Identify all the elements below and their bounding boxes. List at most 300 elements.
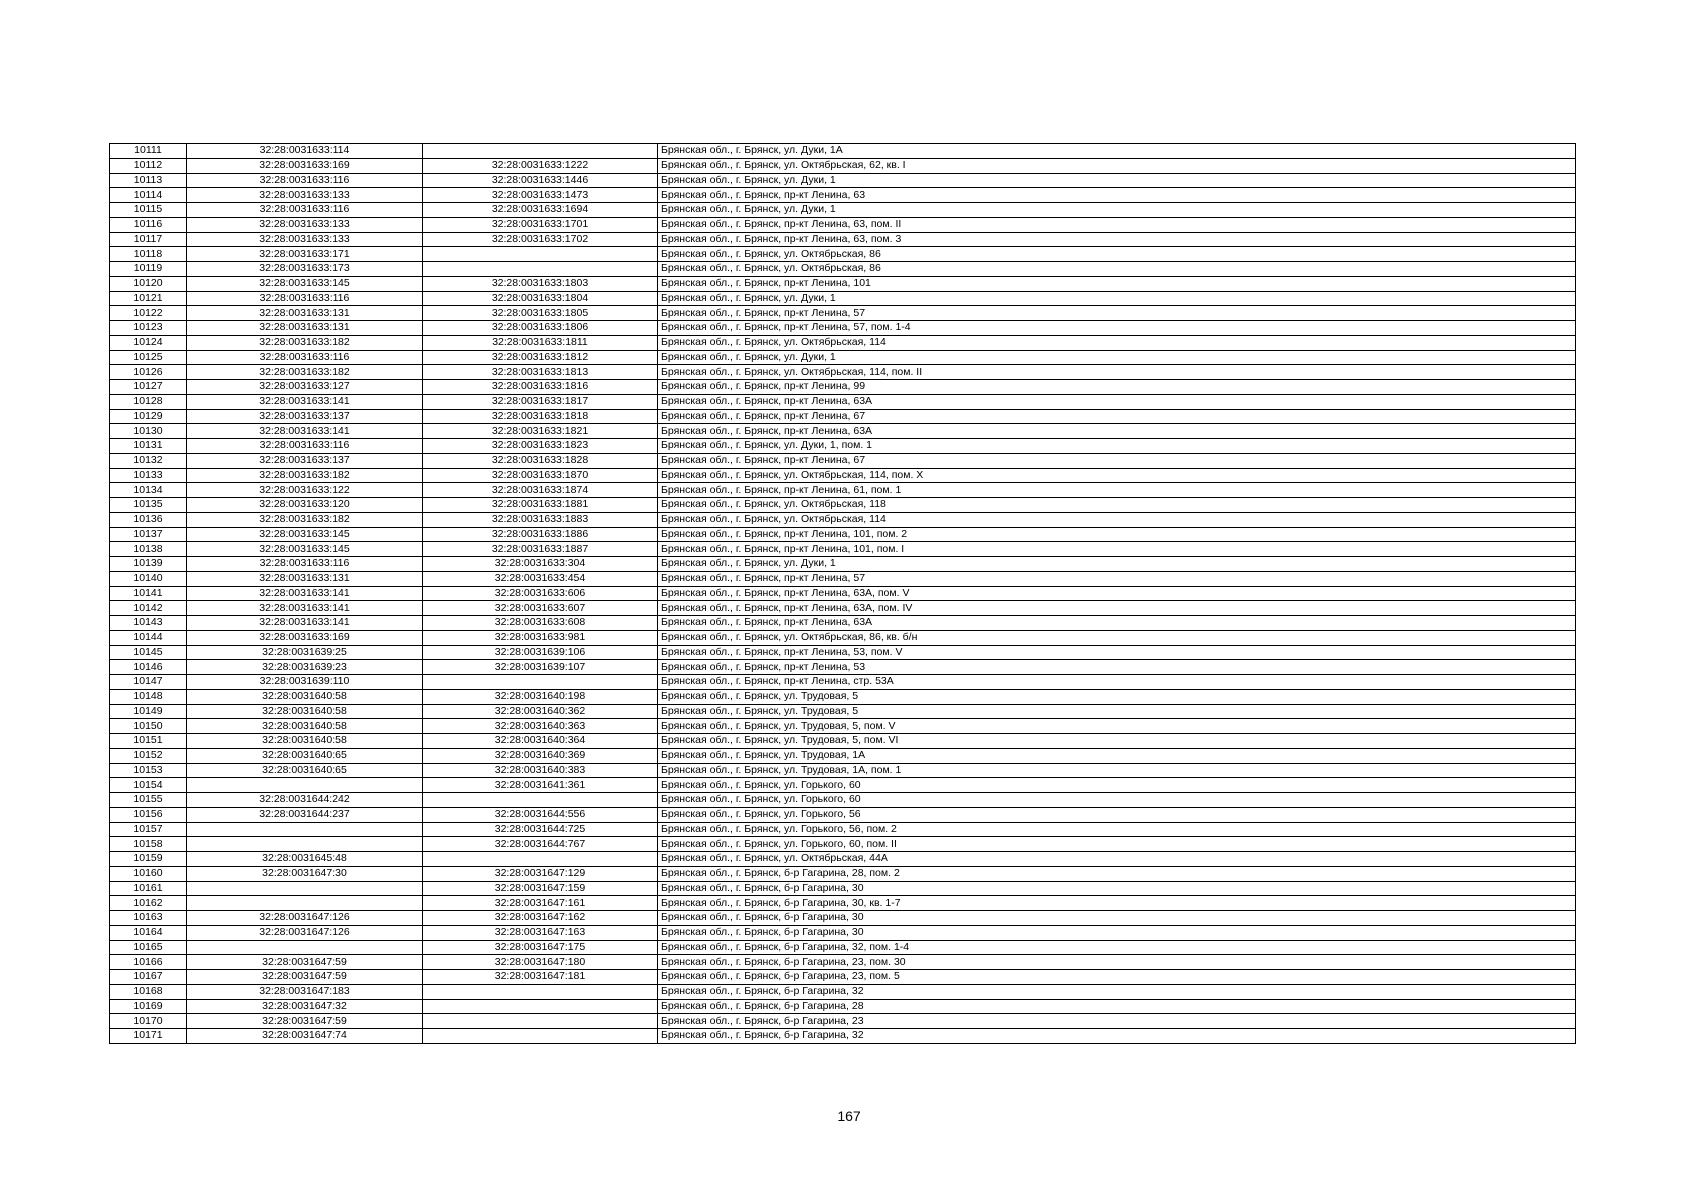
land-plot-cadastral-cell: 32:28:0031633:182 [187,512,423,527]
address-cell: Брянская обл., г. Брянск, б-р Гагарина, 32 [658,1029,1576,1044]
table-row [110,571,1576,586]
address-cell: Брянская обл., г. Брянск, пр-кт Ленина, 101 [658,276,1576,291]
land-plot-cadastral-cell: 32:28:0031633:137 [187,409,423,424]
object-cadastral-cell: 32:28:0031641:361 [423,778,658,793]
row-number-cell: 10171 [110,1029,187,1044]
land-plot-cadastral-cell: 32:28:0031633:131 [187,571,423,586]
object-cadastral-cell [423,1029,658,1044]
row-number-cell: 10129 [110,409,187,424]
table-row [110,321,1576,336]
table-row [110,335,1576,350]
row-number-cell: 10151 [110,734,187,749]
table-row [110,394,1576,409]
table-row [110,822,1576,837]
row-number-cell: 10150 [110,719,187,734]
object-cadastral-cell [423,247,658,262]
row-number-cell: 10156 [110,807,187,822]
row-number-cell: 10123 [110,321,187,336]
object-cadastral-cell: 32:28:0031633:1446 [423,173,658,188]
object-cadastral-cell: 32:28:0031633:1473 [423,188,658,203]
address-cell: Брянская обл., г. Брянск, ул. Горького, 56 [658,807,1576,822]
land-plot-cadastral-cell: 32:28:0031633:133 [187,188,423,203]
object-cadastral-cell: 32:28:0031633:1816 [423,380,658,395]
table-row [110,173,1576,188]
land-plot-cadastral-cell: 32:28:0031644:237 [187,807,423,822]
address-cell: Брянская обл., г. Брянск, ул. Октябрьская, 86 [658,247,1576,262]
address-cell: Брянская обл., г. Брянск, пр-кт Ленина, стр. 53А [658,675,1576,690]
object-cadastral-cell: 32:28:0031647:161 [423,896,658,911]
object-cadastral-cell: 32:28:0031633:606 [423,586,658,601]
land-plot-cadastral-cell: 32:28:0031633:169 [187,158,423,173]
row-number-cell: 10144 [110,630,187,645]
object-cadastral-cell: 32:28:0031633:1870 [423,468,658,483]
table-row [110,866,1576,881]
table-row [110,158,1576,173]
row-number-cell: 10111 [110,144,187,159]
row-number-cell: 10152 [110,748,187,763]
address-cell: Брянская обл., г. Брянск, ул. Октябрьская, 86 [658,262,1576,277]
address-cell: Брянская обл., г. Брянск, пр-кт Ленина, 101, пом. 2 [658,527,1576,542]
land-plot-cadastral-cell: 32:28:0031639:23 [187,660,423,675]
table-row [110,1014,1576,1029]
object-cadastral-cell: 32:28:0031633:1694 [423,203,658,218]
object-cadastral-cell: 32:28:0031633:1702 [423,232,658,247]
table-row [110,217,1576,232]
address-cell: Брянская обл., г. Брянск, б-р Гагарина, 30 [658,925,1576,940]
table-row [110,925,1576,940]
land-plot-cadastral-cell: 32:28:0031647:59 [187,1014,423,1029]
object-cadastral-cell: 32:28:0031633:608 [423,616,658,631]
land-plot-cadastral-cell: 32:28:0031633:116 [187,439,423,454]
table-row [110,881,1576,896]
address-cell: Брянская обл., г. Брянск, пр-кт Ленина, 63, пом. 3 [658,232,1576,247]
land-plot-cadastral-cell: 32:28:0031633:141 [187,586,423,601]
address-cell: Брянская обл., г. Брянск, пр-кт Ленина, 63А [658,424,1576,439]
land-plot-cadastral-cell: 32:28:0031633:116 [187,557,423,572]
object-cadastral-cell [423,852,658,867]
address-cell: Брянская обл., г. Брянск, ул. Октябрьская, 86, кв. б/н [658,630,1576,645]
land-plot-cadastral-cell: 32:28:0031640:65 [187,748,423,763]
row-number-cell: 10115 [110,203,187,218]
address-cell: Брянская обл., г. Брянск, ул. Трудовая, 5, пом. VI [658,734,1576,749]
row-number-cell: 10168 [110,984,187,999]
table-row [110,483,1576,498]
table-row [110,424,1576,439]
table-row [110,144,1576,159]
address-cell: Брянская обл., г. Брянск, б-р Гагарина, 23, пом. 5 [658,970,1576,985]
table-row [110,940,1576,955]
land-plot-cadastral-cell: 32:28:0031633:131 [187,306,423,321]
object-cadastral-cell: 32:28:0031633:1806 [423,321,658,336]
address-cell: Брянская обл., г. Брянск, ул. Горького, 60 [658,778,1576,793]
table-row [110,203,1576,218]
land-plot-cadastral-cell [187,837,423,852]
land-plot-cadastral-cell [187,896,423,911]
land-plot-cadastral-cell: 32:28:0031647:74 [187,1029,423,1044]
table-row [110,306,1576,321]
table-row [110,778,1576,793]
table-row [110,630,1576,645]
object-cadastral-cell: 32:28:0031633:1803 [423,276,658,291]
address-cell: Брянская обл., г. Брянск, ул. Дуки, 1 [658,203,1576,218]
row-number-cell: 10117 [110,232,187,247]
address-cell: Брянская обл., г. Брянск, б-р Гагарина, 28, пом. 2 [658,866,1576,881]
address-cell: Брянская обл., г. Брянск, ул. Октябрьская, 114, пом. X [658,468,1576,483]
land-plot-cadastral-cell: 32:28:0031633:116 [187,173,423,188]
land-plot-cadastral-cell: 32:28:0031640:65 [187,763,423,778]
address-cell: Брянская обл., г. Брянск, пр-кт Ленина, 63А [658,394,1576,409]
row-number-cell: 10155 [110,793,187,808]
table-row [110,955,1576,970]
land-plot-cadastral-cell: 32:28:0031639:110 [187,675,423,690]
object-cadastral-cell [423,144,658,159]
table-row [110,188,1576,203]
row-number-cell: 10135 [110,498,187,513]
address-cell: Брянская обл., г. Брянск, пр-кт Ленина, 67 [658,453,1576,468]
object-cadastral-cell [423,984,658,999]
address-cell: Брянская обл., г. Брянск, пр-кт Ленина, 61, пом. 1 [658,483,1576,498]
row-number-cell: 10127 [110,380,187,395]
object-cadastral-cell: 32:28:0031644:767 [423,837,658,852]
address-cell: Брянская обл., г. Брянск, пр-кт Ленина, 63А, пом. IV [658,601,1576,616]
row-number-cell: 10126 [110,365,187,380]
land-plot-cadastral-cell: 32:28:0031633:182 [187,468,423,483]
table-row [110,984,1576,999]
address-cell: Брянская обл., г. Брянск, ул. Октябрьская, 114 [658,335,1576,350]
address-cell: Брянская обл., г. Брянск, ул. Дуки, 1А [658,144,1576,159]
address-cell: Брянская обл., г. Брянск, пр-кт Ленина, 57, пом. 1-4 [658,321,1576,336]
land-plot-cadastral-cell: 32:28:0031633:116 [187,203,423,218]
land-plot-cadastral-cell: 32:28:0031633:145 [187,276,423,291]
row-number-cell: 10167 [110,970,187,985]
table-row [110,645,1576,660]
land-plot-cadastral-cell: 32:28:0031633:141 [187,424,423,439]
table-row [110,527,1576,542]
object-cadastral-cell: 32:28:0031647:175 [423,940,658,955]
row-number-cell: 10116 [110,217,187,232]
row-number-cell: 10138 [110,542,187,557]
land-plot-cadastral-cell: 32:28:0031633:169 [187,630,423,645]
row-number-cell: 10122 [110,306,187,321]
land-plot-cadastral-cell: 32:28:0031633:145 [187,542,423,557]
table-row [110,557,1576,572]
table-row [110,380,1576,395]
row-number-cell: 10136 [110,512,187,527]
row-number-cell: 10143 [110,616,187,631]
address-cell: Брянская обл., г. Брянск, б-р Гагарина, 30 [658,881,1576,896]
address-cell: Брянская обл., г. Брянск, ул. Горького, 56, пом. 2 [658,822,1576,837]
table-row [110,689,1576,704]
object-cadastral-cell: 32:28:0031647:163 [423,925,658,940]
object-cadastral-cell: 32:28:0031633:1874 [423,483,658,498]
address-cell: Брянская обл., г. Брянск, ул. Горького, 60 [658,793,1576,808]
table-row [110,498,1576,513]
table-row [110,262,1576,277]
land-plot-cadastral-cell: 32:28:0031647:30 [187,866,423,881]
land-plot-cadastral-cell: 32:28:0031647:32 [187,999,423,1014]
table-row [110,468,1576,483]
address-cell: Брянская обл., г. Брянск, пр-кт Ленина, 99 [658,380,1576,395]
row-number-cell: 10134 [110,483,187,498]
row-number-cell: 10121 [110,291,187,306]
address-cell: Брянская обл., г. Брянск, ул. Октябрьская, 114, пом. II [658,365,1576,380]
object-cadastral-cell: 32:28:0031633:1804 [423,291,658,306]
land-plot-cadastral-cell: 32:28:0031633:171 [187,247,423,262]
object-cadastral-cell: 32:28:0031640:198 [423,689,658,704]
address-cell: Брянская обл., г. Брянск, ул. Горького, 60, пом. II [658,837,1576,852]
object-cadastral-cell: 32:28:0031633:1818 [423,409,658,424]
row-number-cell: 10125 [110,350,187,365]
object-cadastral-cell: 32:28:0031633:1883 [423,512,658,527]
land-plot-cadastral-cell: 32:28:0031639:25 [187,645,423,660]
object-cadastral-cell: 32:28:0031633:1222 [423,158,658,173]
land-plot-cadastral-cell: 32:28:0031633:145 [187,527,423,542]
address-cell: Брянская обл., г. Брянск, б-р Гагарина, 23 [658,1014,1576,1029]
object-cadastral-cell: 32:28:0031633:454 [423,571,658,586]
table-row [110,453,1576,468]
object-cadastral-cell [423,793,658,808]
land-plot-cadastral-cell: 32:28:0031633:141 [187,616,423,631]
row-number-cell: 10142 [110,601,187,616]
address-cell: Брянская обл., г. Брянск, пр-кт Ленина, 57 [658,306,1576,321]
object-cadastral-cell: 32:28:0031633:607 [423,601,658,616]
table-row [110,911,1576,926]
row-number-cell: 10112 [110,158,187,173]
address-cell: Брянская обл., г. Брянск, ул. Трудовая, 5, пом. V [658,719,1576,734]
land-plot-cadastral-cell: 32:28:0031633:116 [187,291,423,306]
land-plot-cadastral-cell: 32:28:0031640:58 [187,689,423,704]
address-cell: Брянская обл., г. Брянск, пр-кт Ленина, 53, пом. V [658,645,1576,660]
land-plot-cadastral-cell: 32:28:0031633:133 [187,232,423,247]
row-number-cell: 10153 [110,763,187,778]
land-plot-cadastral-cell [187,940,423,955]
table-row [110,748,1576,763]
row-number-cell: 10124 [110,335,187,350]
row-number-cell: 10161 [110,881,187,896]
address-cell: Брянская обл., г. Брянск, пр-кт Ленина, 67 [658,409,1576,424]
land-plot-cadastral-cell: 32:28:0031633:120 [187,498,423,513]
table-row [110,660,1576,675]
land-plot-cadastral-cell: 32:28:0031640:58 [187,704,423,719]
cadastral-registry-table [109,143,1576,1044]
land-plot-cadastral-cell: 32:28:0031647:59 [187,955,423,970]
row-number-cell: 10154 [110,778,187,793]
row-number-cell: 10130 [110,424,187,439]
row-number-cell: 10170 [110,1014,187,1029]
land-plot-cadastral-cell: 32:28:0031633:116 [187,350,423,365]
land-plot-cadastral-cell: 32:28:0031633:127 [187,380,423,395]
object-cadastral-cell: 32:28:0031633:1813 [423,365,658,380]
object-cadastral-cell: 32:28:0031644:725 [423,822,658,837]
table-row [110,970,1576,985]
land-plot-cadastral-cell: 32:28:0031633:137 [187,453,423,468]
address-cell: Брянская обл., г. Брянск, ул. Дуки, 1 [658,350,1576,365]
address-cell: Брянская обл., г. Брянск, ул. Октябрьская, 114 [658,512,1576,527]
land-plot-cadastral-cell: 32:28:0031633:141 [187,601,423,616]
object-cadastral-cell: 32:28:0031640:383 [423,763,658,778]
object-cadastral-cell [423,262,658,277]
land-plot-cadastral-cell: 32:28:0031640:58 [187,734,423,749]
row-number-cell: 10128 [110,394,187,409]
object-cadastral-cell: 32:28:0031633:1881 [423,498,658,513]
row-number-cell: 10169 [110,999,187,1014]
object-cadastral-cell [423,675,658,690]
object-cadastral-cell [423,1014,658,1029]
table-row [110,675,1576,690]
table-row [110,719,1576,734]
table-row [110,365,1576,380]
object-cadastral-cell: 32:28:0031633:1886 [423,527,658,542]
address-cell: Брянская обл., г. Брянск, ул. Трудовая, 1А, пом. 1 [658,763,1576,778]
table-row [110,616,1576,631]
address-cell: Брянская обл., г. Брянск, пр-кт Ленина, 63А [658,616,1576,631]
address-cell: Брянская обл., г. Брянск, б-р Гагарина, 28 [658,999,1576,1014]
row-number-cell: 10164 [110,925,187,940]
object-cadastral-cell: 32:28:0031647:180 [423,955,658,970]
row-number-cell: 10145 [110,645,187,660]
address-cell: Брянская обл., г. Брянск, ул. Трудовая, 5 [658,704,1576,719]
land-plot-cadastral-cell: 32:28:0031633:182 [187,335,423,350]
row-number-cell: 10114 [110,188,187,203]
row-number-cell: 10113 [110,173,187,188]
table-row [110,409,1576,424]
land-plot-cadastral-cell: 32:28:0031633:122 [187,483,423,498]
table-row [110,439,1576,454]
address-cell: Брянская обл., г. Брянск, б-р Гагарина, 23, пом. 30 [658,955,1576,970]
land-plot-cadastral-cell: 32:28:0031633:133 [187,217,423,232]
address-cell: Брянская обл., г. Брянск, ул. Дуки, 1 [658,291,1576,306]
address-cell: Брянская обл., г. Брянск, пр-кт Ленина, 57 [658,571,1576,586]
page-number: 167 [837,1108,861,1124]
row-number-cell: 10162 [110,896,187,911]
table-row [110,542,1576,557]
table-row [110,704,1576,719]
table-row [110,734,1576,749]
object-cadastral-cell: 32:28:0031639:106 [423,645,658,660]
table-row [110,232,1576,247]
land-plot-cadastral-cell: 32:28:0031640:58 [187,719,423,734]
address-cell: Брянская обл., г. Брянск, ул. Дуки, 1 [658,173,1576,188]
land-plot-cadastral-cell: 32:28:0031633:114 [187,144,423,159]
table-row [110,291,1576,306]
object-cadastral-cell [423,999,658,1014]
land-plot-cadastral-cell: 32:28:0031633:141 [187,394,423,409]
object-cadastral-cell: 32:28:0031633:981 [423,630,658,645]
row-number-cell: 10157 [110,822,187,837]
address-cell: Брянская обл., г. Брянск, б-р Гагарина, 30 [658,911,1576,926]
row-number-cell: 10163 [110,911,187,926]
land-plot-cadastral-cell: 32:28:0031647:126 [187,911,423,926]
address-cell: Брянская обл., г. Брянск, ул. Октябрьская, 44А [658,852,1576,867]
object-cadastral-cell: 32:28:0031640:362 [423,704,658,719]
row-number-cell: 10140 [110,571,187,586]
row-number-cell: 10158 [110,837,187,852]
row-number-cell: 10149 [110,704,187,719]
address-cell: Брянская обл., г. Брянск, пр-кт Ленина, 53 [658,660,1576,675]
table-row [110,999,1576,1014]
address-cell: Брянская обл., г. Брянск, б-р Гагарина, 30, кв. 1-7 [658,896,1576,911]
address-cell: Брянская обл., г. Брянск, ул. Трудовая, 1А [658,748,1576,763]
land-plot-cadastral-cell: 32:28:0031645:48 [187,852,423,867]
table-row [110,350,1576,365]
table-row [110,837,1576,852]
land-plot-cadastral-cell: 32:28:0031647:183 [187,984,423,999]
land-plot-cadastral-cell: 32:28:0031633:173 [187,262,423,277]
address-cell: Брянская обл., г. Брянск, пр-кт Ленина, 63 [658,188,1576,203]
row-number-cell: 10133 [110,468,187,483]
object-cadastral-cell: 32:28:0031647:129 [423,866,658,881]
land-plot-cadastral-cell [187,881,423,896]
object-cadastral-cell: 32:28:0031633:304 [423,557,658,572]
land-plot-cadastral-cell [187,778,423,793]
table-row [110,512,1576,527]
table-row [110,896,1576,911]
object-cadastral-cell: 32:28:0031633:1823 [423,439,658,454]
row-number-cell: 10148 [110,689,187,704]
address-cell: Брянская обл., г. Брянск, б-р Гагарина, 32, пом. 1-4 [658,940,1576,955]
table-row [110,852,1576,867]
address-cell: Брянская обл., г. Брянск, ул. Октябрьская, 118 [658,498,1576,513]
row-number-cell: 10131 [110,439,187,454]
object-cadastral-cell: 32:28:0031633:1805 [423,306,658,321]
table-row [110,793,1576,808]
table-row [110,586,1576,601]
object-cadastral-cell: 32:28:0031647:162 [423,911,658,926]
row-number-cell: 10147 [110,675,187,690]
address-cell: Брянская обл., г. Брянск, ул. Октябрьская, 62, кв. I [658,158,1576,173]
row-number-cell: 10119 [110,262,187,277]
object-cadastral-cell: 32:28:0031640:369 [423,748,658,763]
land-plot-cadastral-cell: 32:28:0031647:126 [187,925,423,940]
table-row [110,601,1576,616]
object-cadastral-cell: 32:28:0031633:1887 [423,542,658,557]
address-cell: Брянская обл., г. Брянск, ул. Дуки, 1, пом. 1 [658,439,1576,454]
object-cadastral-cell: 32:28:0031640:364 [423,734,658,749]
row-number-cell: 10159 [110,852,187,867]
table-row [110,247,1576,262]
row-number-cell: 10139 [110,557,187,572]
table-row [110,1029,1576,1044]
object-cadastral-cell: 32:28:0031644:556 [423,807,658,822]
row-number-cell: 10141 [110,586,187,601]
address-cell: Брянская обл., г. Брянск, б-р Гагарина, 32 [658,984,1576,999]
land-plot-cadastral-cell: 32:28:0031633:131 [187,321,423,336]
object-cadastral-cell: 32:28:0031640:363 [423,719,658,734]
table-row [110,276,1576,291]
address-cell: Брянская обл., г. Брянск, пр-кт Ленина, 63, пом. II [658,217,1576,232]
registry-table-body [110,144,1576,1044]
table-row [110,763,1576,778]
row-number-cell: 10146 [110,660,187,675]
row-number-cell: 10118 [110,247,187,262]
object-cadastral-cell: 32:28:0031633:1812 [423,350,658,365]
object-cadastral-cell: 32:28:0031633:1821 [423,424,658,439]
address-cell: Брянская обл., г. Брянск, пр-кт Ленина, 101, пом. I [658,542,1576,557]
row-number-cell: 10137 [110,527,187,542]
land-plot-cadastral-cell: 32:28:0031647:59 [187,970,423,985]
land-plot-cadastral-cell: 32:28:0031633:182 [187,365,423,380]
object-cadastral-cell: 32:28:0031633:1828 [423,453,658,468]
land-plot-cadastral-cell: 32:28:0031644:242 [187,793,423,808]
address-cell: Брянская обл., г. Брянск, пр-кт Ленина, 63А, пом. V [658,586,1576,601]
row-number-cell: 10165 [110,940,187,955]
row-number-cell: 10160 [110,866,187,881]
object-cadastral-cell: 32:28:0031633:1817 [423,394,658,409]
row-number-cell: 10166 [110,955,187,970]
object-cadastral-cell: 32:28:0031647:181 [423,970,658,985]
land-plot-cadastral-cell [187,822,423,837]
object-cadastral-cell: 32:28:0031647:159 [423,881,658,896]
